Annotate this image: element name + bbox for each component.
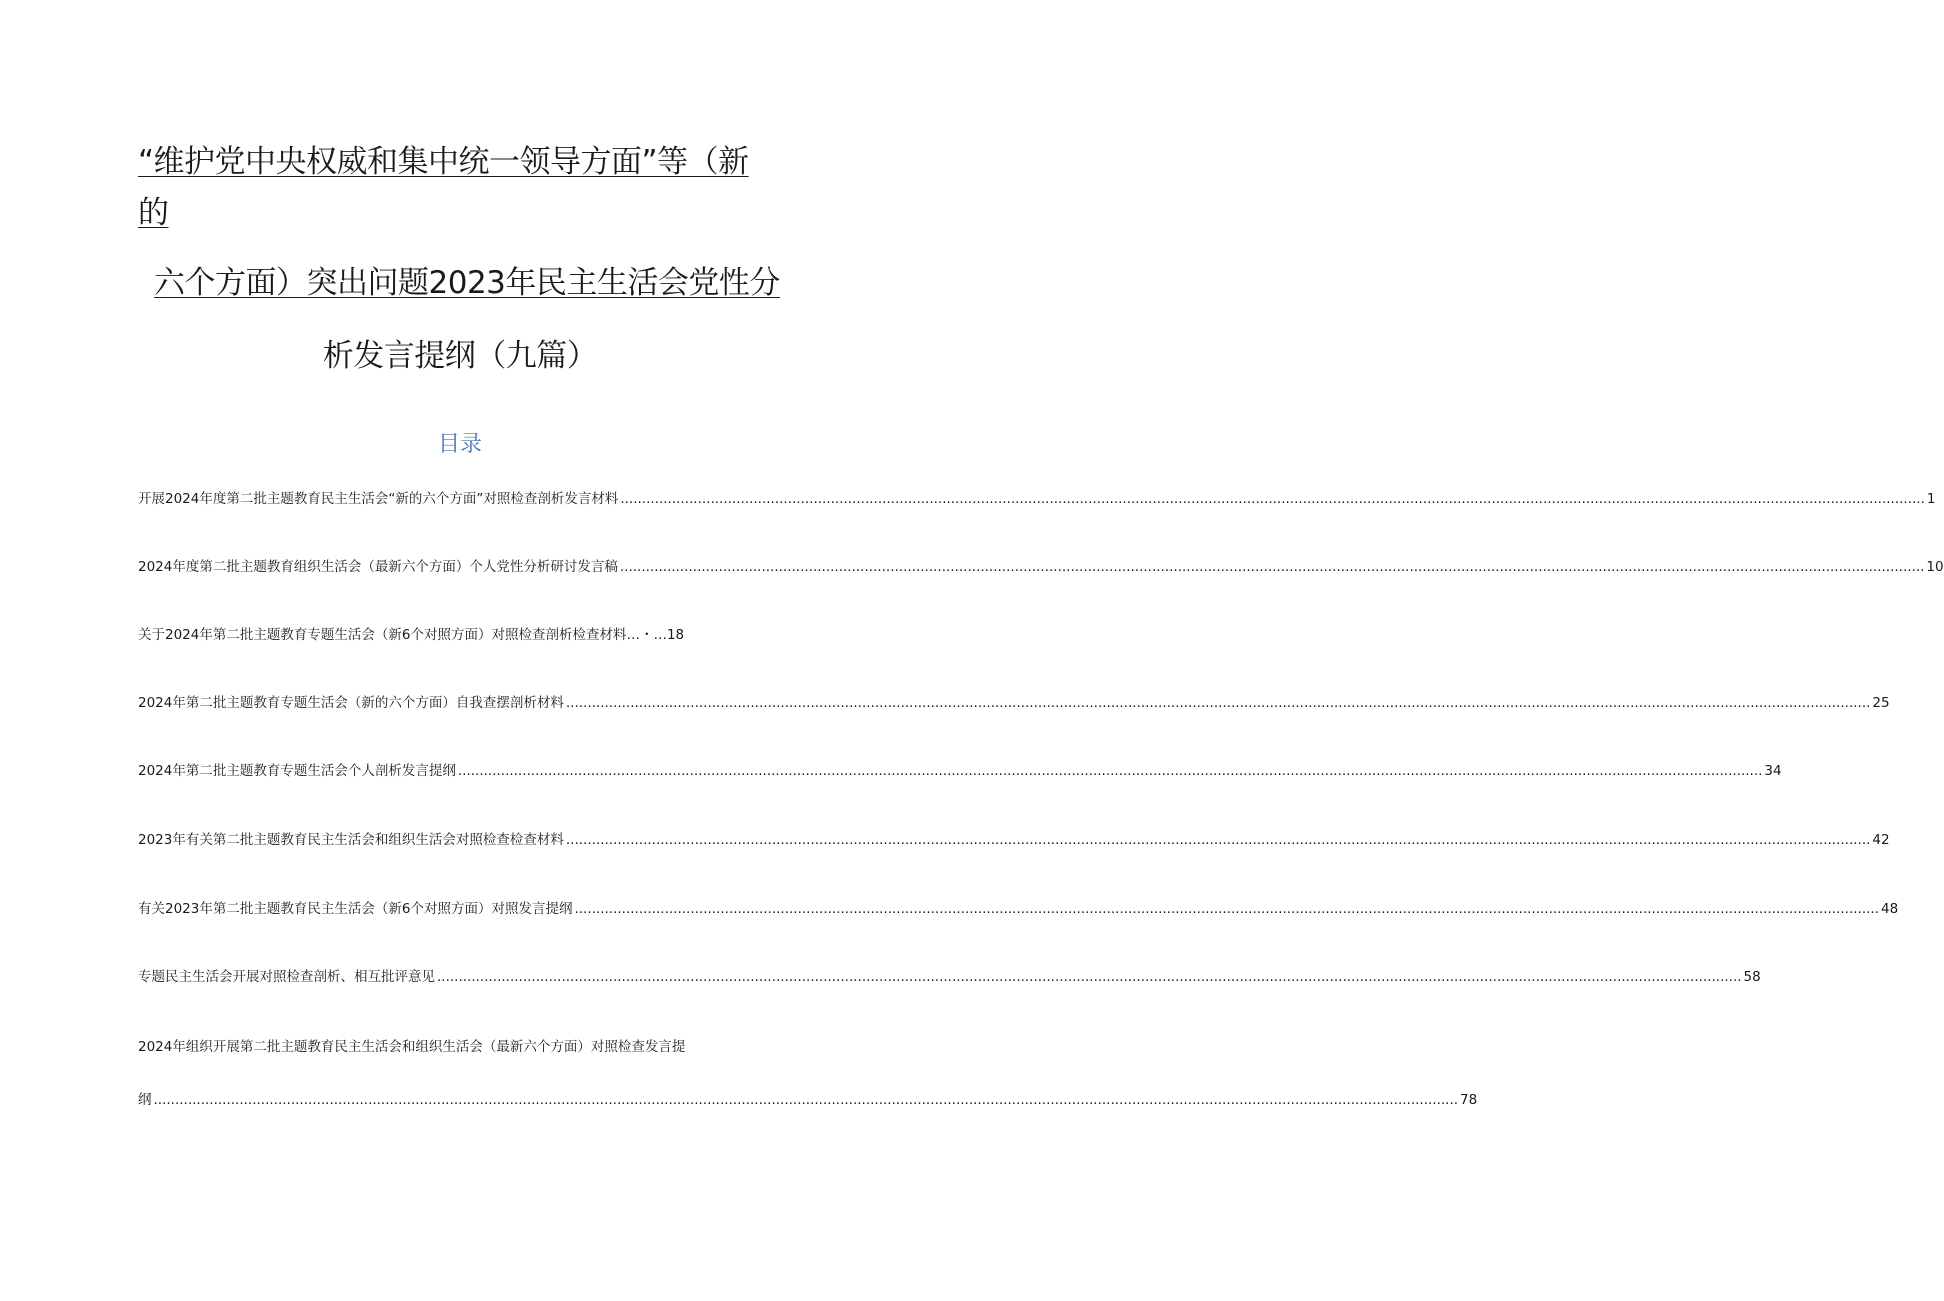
toc-page-number: 58 [1743,969,1761,985]
toc-entry-title: 开展2024年度第二批主题教育民主生活会“新的六个方面”对照检查剖析发言材料 [138,491,619,507]
toc-page-number: 34 [1764,763,1782,779]
toc-leader-dots [620,488,1925,510]
toc-entry[interactable] [138,898,1899,920]
toc-entry[interactable] [138,556,1944,578]
toc-entry-title: 2023年有关第二批主题教育民主生活会和组织生活会对照检查检查材料 [138,832,564,848]
toc-entry[interactable] [138,624,778,646]
toc-page-number: 1 [1926,491,1936,507]
toc-entry-title: 2024年第二批主题教育专题生活会个人剖析发言提纲 [138,763,456,779]
toc-leader-dots [620,556,1925,578]
toc-entry-continuation[interactable] [138,1089,1478,1111]
title-line-3: 六个方面）突出问题2023年民主生活会党性分 [154,265,780,301]
toc-leader-dots [154,1089,1459,1111]
toc-leader-dots [458,760,1763,782]
toc-page-number: 10 [1926,559,1944,575]
toc-entry-title: 2024年度第二批主题教育组织生活会（最新六个方面）个人党性分析研讨发言稿 [138,559,618,575]
toc-entry-title: 专题民主生活会开展对照检查剖析、相互批评意见 [138,969,435,985]
toc-leader-dots [566,692,1871,714]
toc-entry-title: 2024年第二批主题教育专题生活会（新的六个方面）自我查摆剖析材料 [138,695,564,711]
toc-entry-title: 纲 [138,1092,152,1108]
toc-page-number: 78 [1460,1092,1478,1108]
title-line-1: “维护党中央权威和集中统一领导方面”等（新 [138,144,749,180]
toc-entry-title: 有关2023年第二批主题教育民主生活会（新6个对照方面）对照发言提纲 [138,901,573,917]
toc-leader-dots [574,898,1879,920]
toc-page-number: 25 [1872,695,1890,711]
toc-entry[interactable] [138,1036,778,1058]
toc-entry-title: 2024年组织开展第二批主题教育民主生活会和组织生活会（最新六个方面）对照检查发言提 [138,1039,686,1055]
toc-entry[interactable] [138,829,1890,851]
title-line-4: 析发言提纲（九篇） [322,338,598,374]
toc-entry[interactable] [138,966,1761,988]
toc-page-number: 42 [1872,832,1890,848]
toc-entry[interactable] [138,692,1890,714]
toc-entry[interactable] [138,760,1782,782]
toc-leader-dots [437,966,1742,988]
toc-entry[interactable] [138,488,1936,510]
toc-leader-dots [566,829,1871,851]
toc-page-number: 48 [1881,901,1899,917]
title-line-2: 的 [138,195,169,231]
toc-entry-title: 关于2024年第二批主题教育专题生活会（新6个对照方面）对照检查剖析检查材料…・…18 [138,627,685,643]
toc-heading: 目录 [437,432,482,457]
